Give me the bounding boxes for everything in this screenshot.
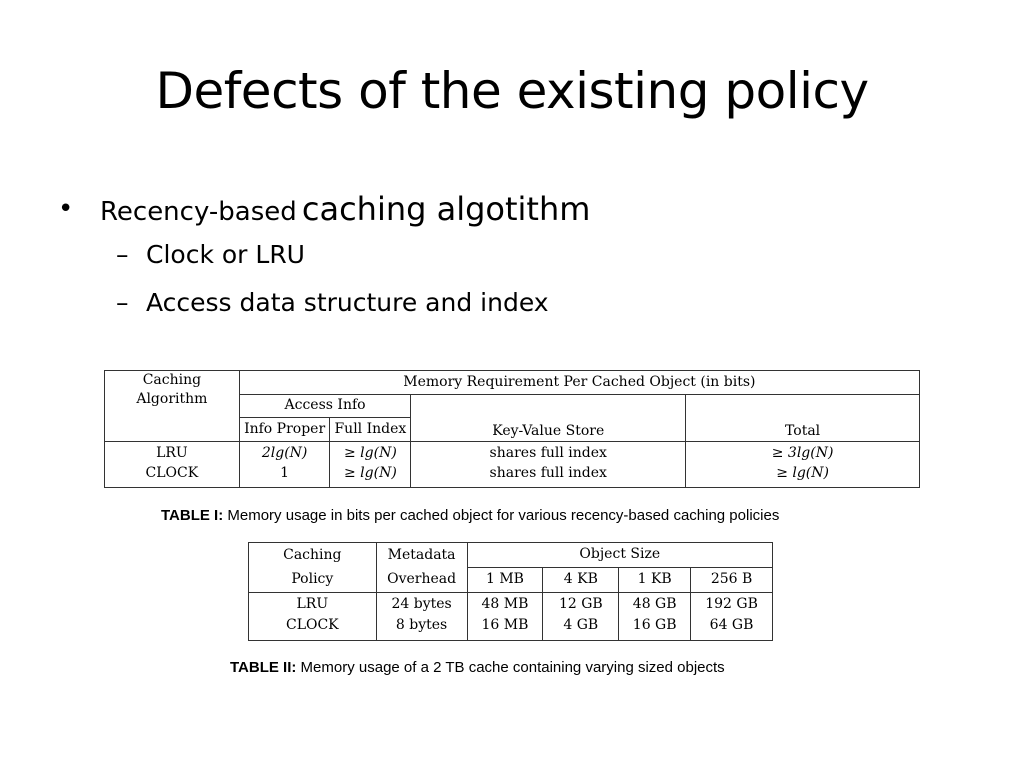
slide-title: Defects of the existing policy xyxy=(155,62,869,120)
total-header: Total xyxy=(686,394,920,441)
subbullet-text: Access data structure and index xyxy=(146,288,549,317)
table-row: CLOCK 1 ≥ lg(N) shares full index ≥ lg(N) xyxy=(105,464,920,487)
policy-header: Policy xyxy=(249,567,377,592)
size-header: 4 KB xyxy=(543,567,619,592)
bullet-suffix: caching algotithm xyxy=(301,190,591,228)
subbullet-text: Clock or LRU xyxy=(146,240,305,269)
caching-algorithm-header: Caching Algorithm xyxy=(105,371,240,442)
info-proper-header: Info Proper xyxy=(239,418,330,442)
size-header: 256 B xyxy=(691,567,773,592)
table-row: LRU 2lg(N) ≥ lg(N) shares full index ≥ 3lg(N) xyxy=(105,441,920,464)
table-row: CLOCK 8 bytes 16 MB 4 GB 16 GB 64 GB xyxy=(249,616,773,640)
bullet-dot-icon: • xyxy=(58,194,74,224)
full-index-header: Full Index xyxy=(330,418,411,442)
object-size-header: Object Size xyxy=(467,543,772,568)
caching-header: Caching xyxy=(249,543,377,568)
table2-caption: TABLE II: Memory usage of a 2 TB cache containing varying sized objects xyxy=(230,659,725,676)
size-header: 1 KB xyxy=(619,567,691,592)
dash-icon: – xyxy=(116,240,129,269)
dash-icon: – xyxy=(116,288,129,317)
table-row: LRU 24 bytes 48 MB 12 GB 48 GB 192 GB xyxy=(249,592,773,616)
memory-requirement-table xyxy=(104,370,920,488)
access-info-header: Access Info xyxy=(239,394,411,418)
key-value-store-header: Key-Value Store xyxy=(411,394,686,441)
size-header: 1 MB xyxy=(467,567,543,592)
cache-memory-table xyxy=(248,542,773,641)
metadata-header: Metadata xyxy=(376,543,467,568)
bullet-prefix: Recency-based xyxy=(100,197,297,227)
table1-caption: TABLE I: Memory usage in bits per cached object for various recency-based caching policies xyxy=(161,507,780,524)
overhead-header: Overhead xyxy=(376,567,467,592)
memory-requirement-header: Memory Requirement Per Cached Object (in bits) xyxy=(239,371,919,395)
